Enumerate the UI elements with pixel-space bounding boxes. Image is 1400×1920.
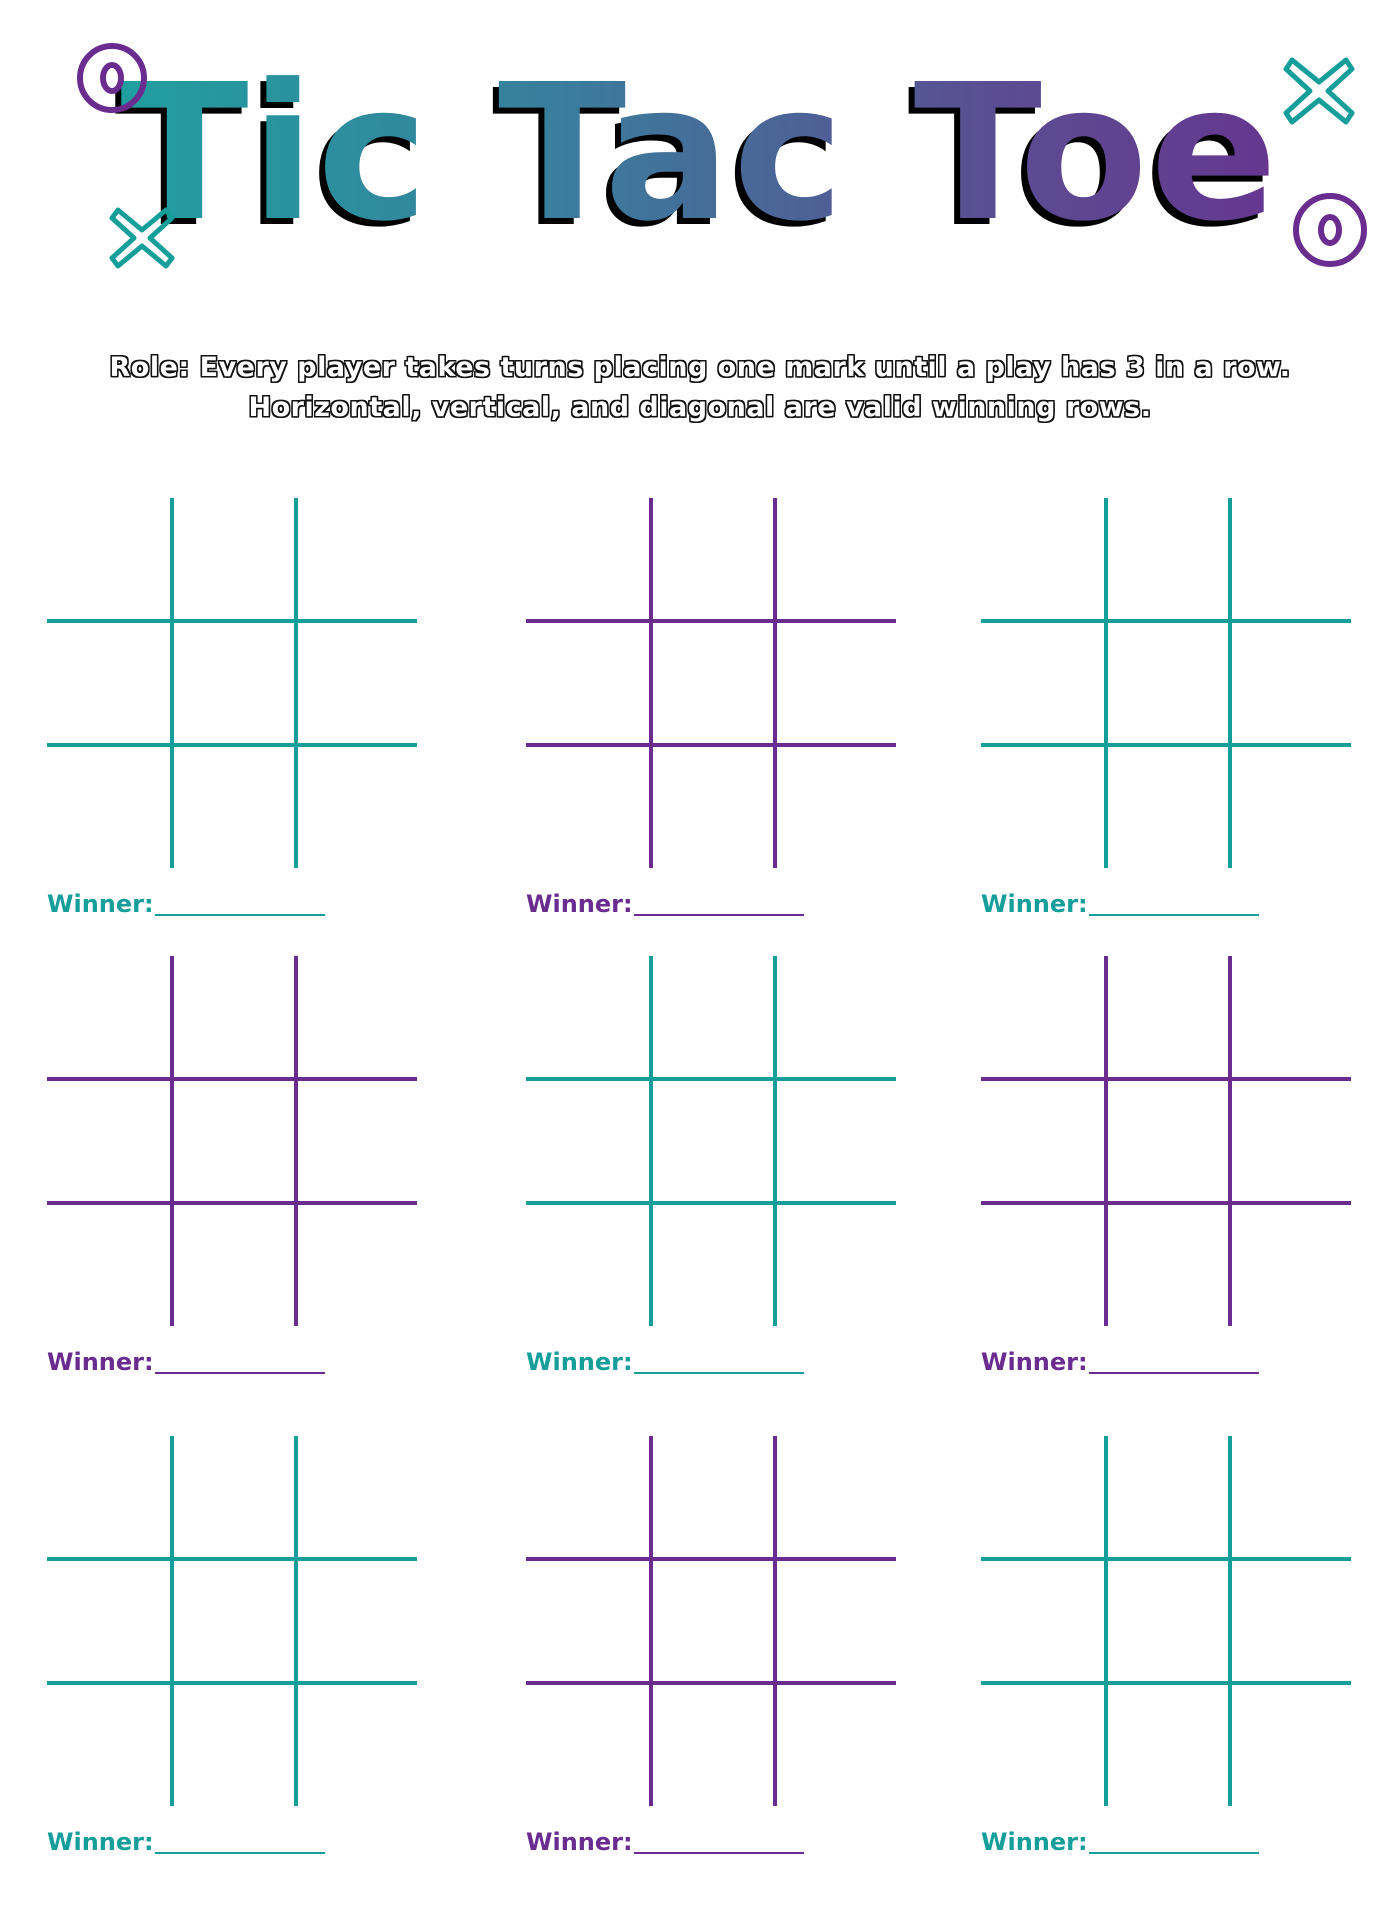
grid-line-horizontal xyxy=(981,1201,1351,1205)
winner-label: Winner: xyxy=(526,890,633,918)
winner-field[interactable] xyxy=(526,1828,633,1856)
winner-blank-line[interactable] xyxy=(634,914,804,916)
winner-label: Winner: xyxy=(981,1828,1088,1856)
grid-line-vertical xyxy=(1104,956,1108,1326)
grid-line-horizontal xyxy=(526,743,896,747)
grid-line-vertical xyxy=(649,1436,653,1806)
grid-line-vertical xyxy=(294,498,298,868)
winner-field[interactable] xyxy=(47,890,154,918)
grid-line-horizontal xyxy=(526,1681,896,1685)
winner-label: Winner: xyxy=(981,1348,1088,1376)
game-board[interactable] xyxy=(981,956,1351,1326)
winner-blank-line[interactable] xyxy=(634,1852,804,1854)
grid-line-horizontal xyxy=(526,1557,896,1561)
winner-blank-line[interactable] xyxy=(1089,914,1259,916)
grid-line-horizontal xyxy=(981,1557,1351,1561)
winner-field[interactable] xyxy=(981,1348,1088,1376)
winner-field[interactable] xyxy=(526,1348,633,1376)
winner-label: Winner: xyxy=(526,1828,633,1856)
grid-line-vertical xyxy=(1228,1436,1232,1806)
x-mark-icon xyxy=(104,200,180,276)
winner-field[interactable] xyxy=(47,1348,154,1376)
grid-line-vertical xyxy=(1228,498,1232,868)
winner-label: Winner: xyxy=(47,1348,154,1376)
header xyxy=(0,40,1400,270)
winner-blank-line[interactable] xyxy=(155,1852,325,1854)
x-mark-icon xyxy=(1278,50,1360,132)
grid-line-horizontal xyxy=(47,1681,417,1685)
grid-line-vertical xyxy=(294,956,298,1326)
game-board[interactable] xyxy=(47,956,417,1326)
winner-field[interactable] xyxy=(47,1828,154,1856)
grid-line-vertical xyxy=(294,1436,298,1806)
grid-line-vertical xyxy=(649,498,653,868)
grid-line-horizontal xyxy=(526,1201,896,1205)
winner-blank-line[interactable] xyxy=(155,1372,325,1374)
grid-line-horizontal xyxy=(47,743,417,747)
game-board[interactable] xyxy=(981,498,1351,868)
grid-line-horizontal xyxy=(981,619,1351,623)
winner-label: Winner: xyxy=(47,890,154,918)
winner-field[interactable] xyxy=(526,890,633,918)
game-board[interactable] xyxy=(981,1436,1351,1806)
grid-line-vertical xyxy=(1104,1436,1108,1806)
winner-blank-line[interactable] xyxy=(155,914,325,916)
grid-line-vertical xyxy=(773,1436,777,1806)
grid-line-vertical xyxy=(773,956,777,1326)
grid-line-horizontal xyxy=(981,1077,1351,1081)
grid-line-horizontal xyxy=(526,619,896,623)
winner-blank-line[interactable] xyxy=(1089,1852,1259,1854)
game-board[interactable] xyxy=(47,1436,417,1806)
rules-line-2: Horizontal, vertical, and diagonal are valid winning rows. xyxy=(248,392,1152,423)
grid-line-vertical xyxy=(1104,498,1108,868)
grid-line-horizontal xyxy=(47,1201,417,1205)
game-board[interactable] xyxy=(526,498,896,868)
winner-label: Winner: xyxy=(981,890,1088,918)
winner-blank-line[interactable] xyxy=(1089,1372,1259,1374)
grid-line-vertical xyxy=(170,956,174,1326)
winner-field[interactable] xyxy=(981,1828,1088,1856)
game-board[interactable] xyxy=(47,498,417,868)
page-title: Tic Tac Toe xyxy=(0,60,1400,248)
grid-line-vertical xyxy=(170,1436,174,1806)
grid-line-vertical xyxy=(170,498,174,868)
o-mark-icon xyxy=(1290,190,1370,270)
rules-line-1: Role: Every player takes turns placing one mark until a play has 3 in a row. xyxy=(109,352,1291,383)
grid-line-vertical xyxy=(1228,956,1232,1326)
winner-field[interactable] xyxy=(981,890,1088,918)
grid-line-horizontal xyxy=(47,1077,417,1081)
grid-line-horizontal xyxy=(47,1557,417,1561)
grid-line-horizontal xyxy=(981,1681,1351,1685)
winner-blank-line[interactable] xyxy=(634,1372,804,1374)
grid-line-vertical xyxy=(649,956,653,1326)
grid-line-vertical xyxy=(773,498,777,868)
o-mark-icon xyxy=(74,40,150,116)
grid-line-horizontal xyxy=(526,1077,896,1081)
game-board[interactable] xyxy=(526,956,896,1326)
grid-line-horizontal xyxy=(981,743,1351,747)
winner-label: Winner: xyxy=(47,1828,154,1856)
grid-line-horizontal xyxy=(47,619,417,623)
winner-label: Winner: xyxy=(526,1348,633,1376)
game-board[interactable] xyxy=(526,1436,896,1806)
